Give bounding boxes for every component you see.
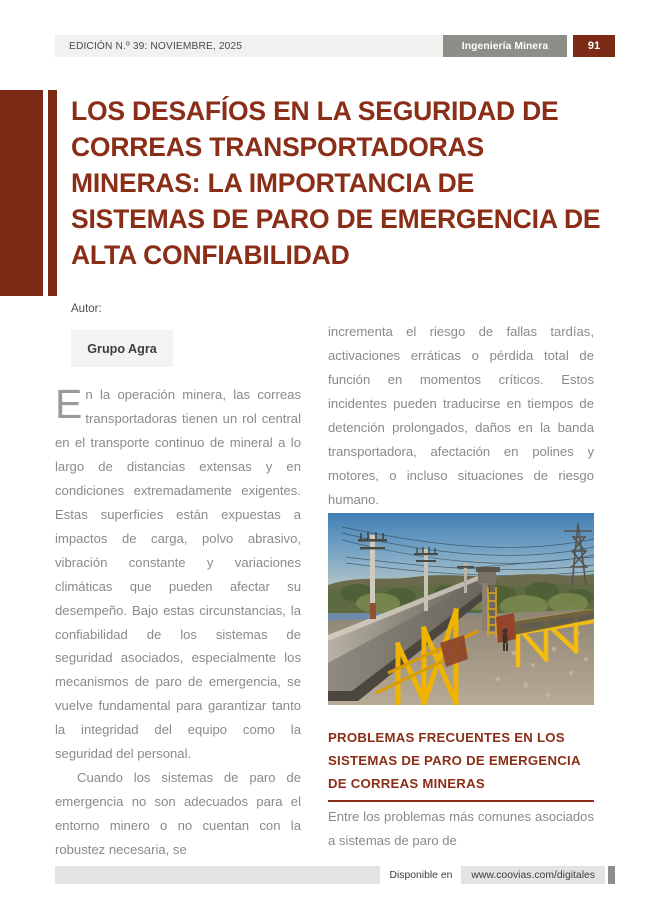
author-name-box: Grupo Agra (71, 330, 173, 367)
article-title: LOS DESAFÍOS EN LA SEGURIDAD DE CORREAS TRANSPORTADORAS MINERAS: LA IMPORTANCIA DE SISTEMAS DE PARO DE EMERGENCIA DE ALTA CONFIABILIDAD (71, 96, 601, 270)
paragraph-right-second: Entre los problemas más comunes asociados a sistemas de paro de (328, 809, 594, 848)
author-label: Autor: (71, 303, 102, 315)
footer-spacer (55, 866, 380, 884)
conveyor-belt-photo (328, 513, 594, 705)
body-column-right (328, 320, 594, 512)
body-column-right-lower (328, 805, 594, 853)
paragraph-left-second: Cuando los sistemas de paro de emergencia no son adecuados para el entorno minero o no cuentan con la robustez necesaria, se (55, 770, 301, 858)
paragraph-intro: En la operación minera, las correas transportadoras tienen un rol central en el transporte continuo de mineral a lo largo de distancias extensas y en condiciones extremadamente exigentes. Estas superficies están expuestas a impactos de carga, polvo abrasivo, vibración constante y variaciones climáticas que pueden afectar su desempeño. Bajo estas circunstancias, la confiabilidad de los sistemas de seguridad asociados, especialmente los mecanismos de paro de emergencia, se vuelve fundamental para garantizar tanto la integridad del equipo como la seguridad del personal. (55, 381, 301, 762)
page-header (55, 35, 615, 57)
page-number-badge: 91 (573, 35, 615, 57)
page-footer (55, 866, 615, 884)
section-subheading: PROBLEMAS FRECUENTES EN LOS SISTEMAS DE PARO DE EMERGENCIA DE CORREAS MINERAS (328, 727, 594, 802)
conveyor-belt-illustration (328, 513, 594, 705)
edition-label: EDICIÓN N.º 39: NOVIEMBRE, 2025 (55, 35, 443, 57)
decorative-bar-wide (0, 90, 43, 296)
footer-availability-label: Disponible en (380, 866, 461, 884)
paragraph-right-first: incrementa el riesgo de fallas tardías, activaciones erráticas o pérdida total de función en momentos críticos. Estos incidentes pueden traducirse en tiempos de detención prolongados, daños en la banda transportadora, afectación en polines y motores, o incluso situaciones de riesgo humano. (328, 324, 594, 507)
decorative-bar-thin (48, 90, 57, 296)
footer-url[interactable]: www.coovias.com/digitales (461, 866, 605, 884)
section-badge: Ingeniería Minera (443, 35, 567, 57)
footer-end-marker (608, 866, 615, 884)
body-column-left (55, 383, 301, 862)
